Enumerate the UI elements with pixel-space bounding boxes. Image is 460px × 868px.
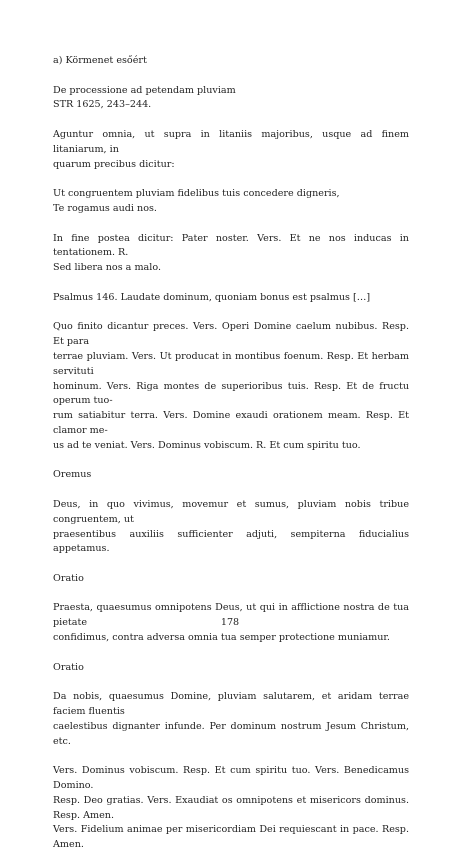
- versicles-responses: Quo finito dicantur preces. Vers. Operi Domine caelum nubibus. Resp. Et para terrae pluviam. Vers. Ut producat in montibus foenum. Resp. Et herbam servituti hominum. Vers. Riga montes de superioribus tuis. Resp. Et de fructu operum tuo- rum satiabitur terra. Vers. Domine exaudi orationem meam. Resp. Et clamor me- us ad te veniat. Vers. Dominus vobiscum. R. Et cum spiritu tuo.: [53, 321, 409, 451]
- second-oratio-heading: Oratio: [53, 661, 84, 673]
- introductory-rubric: Aguntur omnia, ut supra in litaniis majoribus, usque ad finem litaniarum, in quarum precibus dicitur:: [53, 128, 409, 170]
- page-content: [53, 54, 409, 868]
- closing-versicles: Vers. Dominus vobiscum. Resp. Et cum spiritu tuo. Vers. Benedicamus Domino. Resp. Deo gratias. Vers. Exaudiat os omnipotens et misericors dominus. Resp. Amen. Vers. Fidelium animae per misericordiam Dei requiescant in pace. Resp. Amen.: [53, 765, 409, 851]
- litany-petition: Ut congruentem pluviam fidelibus tuis concedere digneris, Te rogamus audi nos.: [53, 188, 340, 214]
- salutary-rain-prayer: Da nobis, quaesumus Domine, pluviam salutarem, et aridam terrae faciem fluentis caelestibus dignanter infunde. Per dominum nostrum Jesum Christum, etc.: [53, 691, 409, 747]
- first-oratio-heading: Oratio: [53, 572, 84, 584]
- section-heading: a) Körmenet esőért: [53, 55, 147, 66]
- protection-prayer: Praesta, quaesumus omnipotens Deus, ut qui in afflictione nostra de tua pietate confidimus, contra adversa omnia tua semper protectione muniamur.: [53, 602, 409, 644]
- psalm-reference: Psalmus 146. Laudate dominum, quoniam bonus est psalmus […]: [53, 291, 371, 303]
- closing-litany-rubric: In fine postea dicitur: Pater noster. Vers. Et ne nos inducas in tentationem. R. Sed libera nos a malo.: [53, 232, 409, 274]
- page-number: 178: [220, 617, 240, 628]
- oremus-heading: Oremus: [53, 469, 92, 481]
- rain-prayer: Deus, in quo vivimus, movemur et sumus, pluviam nobis tribue congruentem, ut praesentibus auxiliis sufficienter adjuti, sempiterna fiducialius appetamus.: [53, 498, 409, 555]
- processional-title: De processione ad petendam pluviam STR 1625, 243–244.: [53, 84, 236, 111]
